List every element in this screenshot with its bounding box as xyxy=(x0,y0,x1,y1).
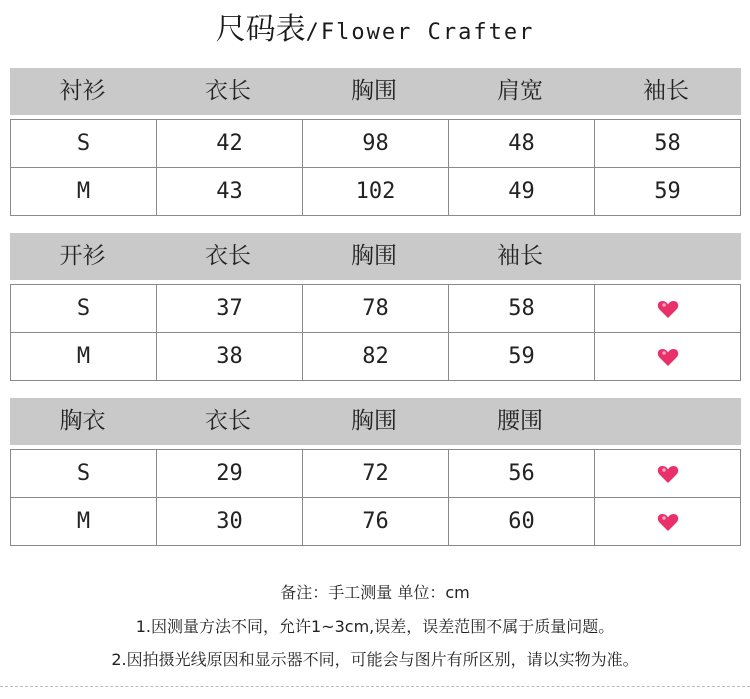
size-grid xyxy=(10,284,741,381)
value-cell: 43 xyxy=(157,168,303,216)
note-line-2: 2.因拍摄光线原因和显示器不同，可能会与图片有所区别，请以实物为准。 xyxy=(111,650,639,669)
size-table-cardigan xyxy=(10,233,741,381)
table-header xyxy=(10,233,741,280)
table-header xyxy=(10,398,741,445)
heart-cell xyxy=(595,333,741,381)
header-cell xyxy=(593,233,739,280)
header-cell: 袖长 xyxy=(643,78,689,104)
size-cell: S xyxy=(11,450,157,498)
size-cell: M xyxy=(11,333,157,381)
table-row xyxy=(11,333,741,381)
value-cell: 59 xyxy=(595,168,741,216)
value-cell: 59 xyxy=(449,333,595,381)
value-cell: 76 xyxy=(303,498,449,546)
value-cell: 56 xyxy=(449,450,595,498)
table-row xyxy=(11,168,741,216)
value-cell: 58 xyxy=(449,285,595,333)
value-cell: 29 xyxy=(157,450,303,498)
size-grid xyxy=(10,119,741,216)
header-cell: 开衫 xyxy=(59,243,106,269)
header-cell: 衣长 xyxy=(205,78,251,104)
table-row xyxy=(11,498,741,546)
size-table-bra xyxy=(10,398,741,546)
value-cell: 102 xyxy=(303,168,449,216)
size-cell: M xyxy=(11,498,157,546)
size-cell: S xyxy=(11,120,157,168)
header-cell: 肩宽 xyxy=(497,78,543,104)
table-row xyxy=(11,120,741,168)
page-title xyxy=(0,10,750,53)
header-cell: 胸围 xyxy=(351,408,397,434)
heart-cell xyxy=(595,285,741,333)
table-row xyxy=(11,450,741,498)
value-cell: 42 xyxy=(157,120,303,168)
value-cell: 98 xyxy=(303,120,449,168)
value-cell: 72 xyxy=(303,450,449,498)
heart-icon xyxy=(657,464,679,484)
size-table-shirt xyxy=(10,68,741,216)
header-cell: 衣长 xyxy=(205,408,251,434)
title-brand: /Flower Crafter xyxy=(305,20,535,45)
notes-title: 备注：手工测量 单位：cm xyxy=(280,583,470,602)
value-cell: 37 xyxy=(157,285,303,333)
header-cell xyxy=(593,398,739,445)
table-header xyxy=(10,68,741,115)
value-cell: 82 xyxy=(303,333,449,381)
heart-icon xyxy=(657,512,679,532)
header-cell: 胸围 xyxy=(351,78,397,104)
heart-cell xyxy=(595,498,741,546)
heart-cell xyxy=(595,450,741,498)
dashed-divider xyxy=(0,686,750,687)
header-cell: 胸围 xyxy=(351,243,397,269)
title-main: 尺码表 xyxy=(215,12,306,47)
header-cell: 衣长 xyxy=(205,243,251,269)
value-cell: 60 xyxy=(449,498,595,546)
value-cell: 49 xyxy=(449,168,595,216)
size-grid xyxy=(10,449,741,546)
value-cell: 58 xyxy=(595,120,741,168)
value-cell: 38 xyxy=(157,333,303,381)
header-cell: 胸衣 xyxy=(59,408,106,434)
header-cell: 衬衫 xyxy=(59,78,106,104)
value-cell: 30 xyxy=(157,498,303,546)
size-cell: S xyxy=(11,285,157,333)
heart-icon xyxy=(657,299,679,319)
header-cell: 袖长 xyxy=(497,243,543,269)
heart-icon xyxy=(657,347,679,367)
value-cell: 78 xyxy=(303,285,449,333)
table-row xyxy=(11,285,741,333)
header-cell: 腰围 xyxy=(497,408,543,434)
note-line-1: 1.因测量方法不同，允许1~3cm,误差，误差范围不属于质量问题。 xyxy=(135,617,615,636)
size-cell: M xyxy=(11,168,157,216)
value-cell: 48 xyxy=(449,120,595,168)
